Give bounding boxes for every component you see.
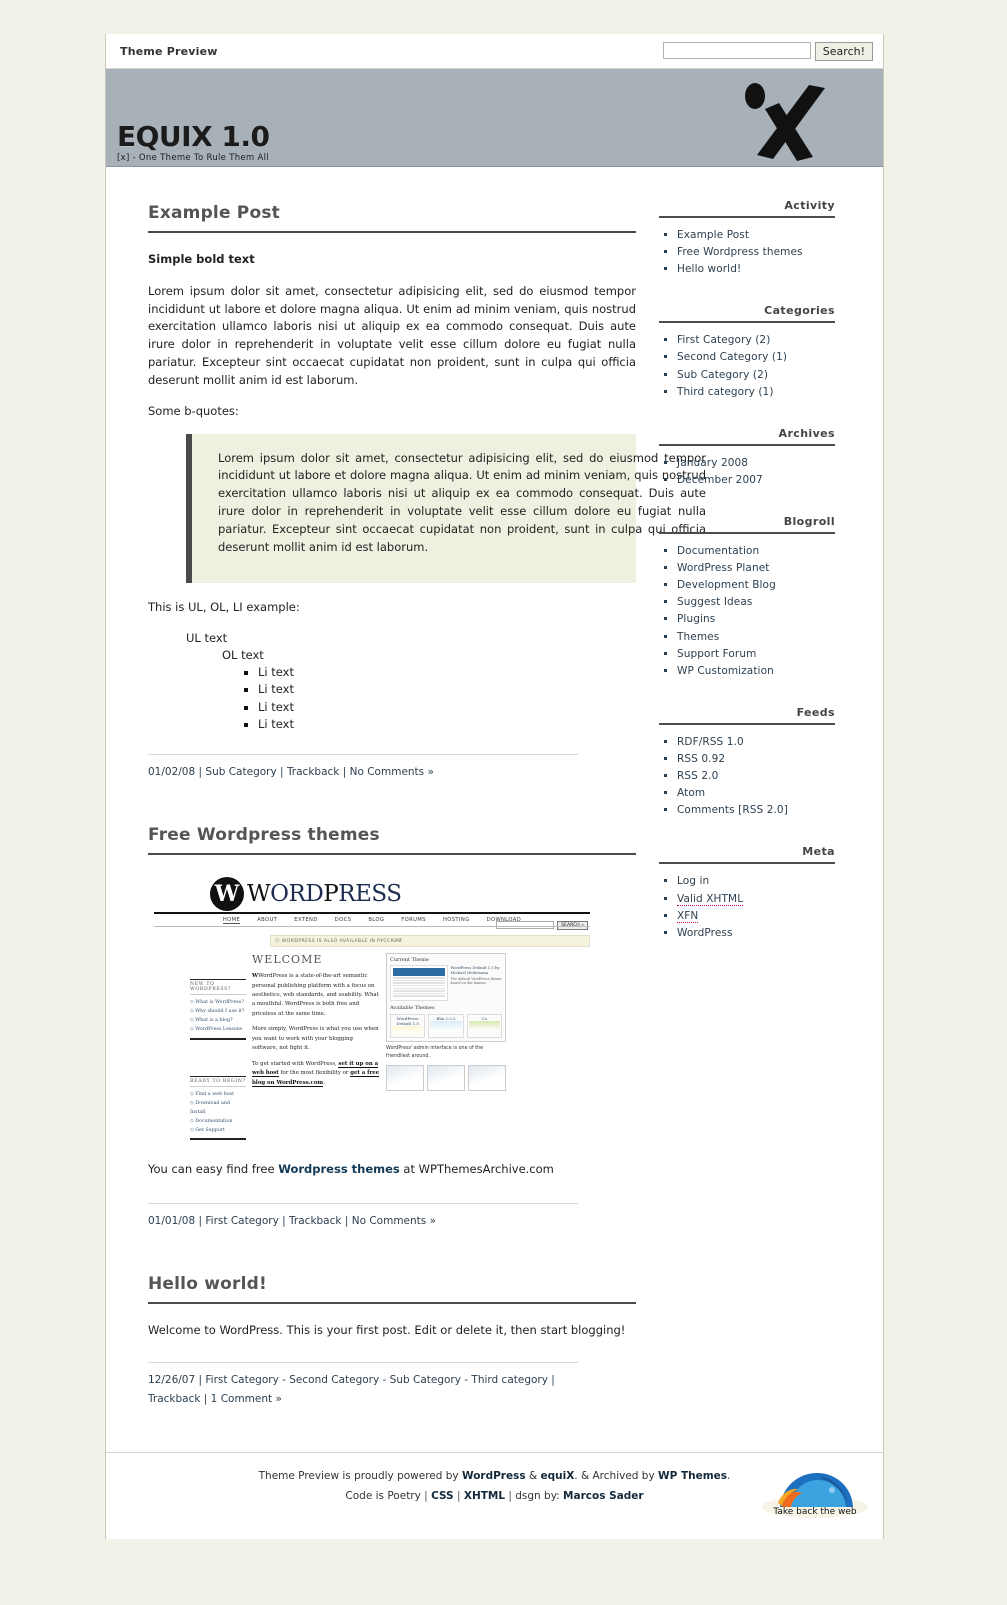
list-item[interactable] xyxy=(677,611,835,628)
post-date: 01/02/08 xyxy=(148,765,196,778)
widget-blogroll xyxy=(659,515,835,680)
list-item[interactable] xyxy=(677,751,835,768)
wp-nav-hosting: HOSTING xyxy=(442,917,470,924)
sidebar-link[interactable]: Documentation xyxy=(677,544,760,557)
title-rule xyxy=(148,853,636,855)
firefox-badge-text: Take back the web xyxy=(773,1506,857,1517)
wp-side-link: ◇ What is WordPress? xyxy=(190,1000,244,1006)
ul-example xyxy=(148,630,651,732)
post-bold-lead: Simple bold text xyxy=(148,252,255,266)
wp-side-link: ◇ WordPress Lessons xyxy=(190,1027,243,1033)
wp-nav-rule-bottom xyxy=(154,926,590,927)
list-item[interactable] xyxy=(677,543,835,560)
wp-theme-name: WordPress Default 1.5 by Michael Heilemann xyxy=(450,965,500,976)
post-paragraph: Welcome to WordPress. This is your first post. Edit or delete it, then start blogging! xyxy=(148,1323,626,1338)
sidebar-link-wordpress[interactable]: WordPress xyxy=(677,926,733,939)
wp-theme-card: Co xyxy=(467,1014,502,1038)
footer-poetry: Code is Poetry xyxy=(345,1489,421,1502)
wp-side-link: ◇ Download and Install xyxy=(190,1100,231,1115)
top-bar xyxy=(106,34,883,69)
wp-side-link: ◇ Find a web host xyxy=(190,1091,235,1097)
search-input[interactable] xyxy=(663,42,811,59)
list-item[interactable] xyxy=(677,891,835,908)
meta-separator: | xyxy=(344,1214,352,1227)
post-category-link[interactable]: First Category - Second Category - Sub Category - Third category xyxy=(205,1374,548,1387)
sidebar-link[interactable]: Example Post xyxy=(677,229,750,241)
wp-bottom-screenshots xyxy=(386,1065,506,1091)
wp-theme-thumb xyxy=(393,968,445,976)
post-meta xyxy=(148,754,578,781)
meta-separator: | xyxy=(453,1489,464,1502)
sidebar-link-valid-xhtml[interactable]: Valid XHTML xyxy=(677,892,744,905)
sidebar-link[interactable]: Themes xyxy=(677,630,720,643)
wp-side-link: ◇ What is a blog? xyxy=(190,1018,233,1024)
sidebar-link[interactable]: Suggest Ideas xyxy=(677,596,753,609)
wp-available-heading: Available Themes xyxy=(390,1004,435,1011)
post-free-wordpress-themes xyxy=(148,825,651,1230)
list-item[interactable] xyxy=(677,261,835,278)
widget-categories xyxy=(659,304,835,400)
wp-admin-panel xyxy=(386,953,506,1140)
wp-intro-2: More simply, WordPress is what you use when you want to work with your blogging software, not fight it. xyxy=(252,1026,379,1052)
footer-pre: Theme Preview is proudly powered by xyxy=(258,1469,462,1482)
site-footer xyxy=(106,1453,883,1539)
caption-post: at WPThemesArchive.com xyxy=(399,1162,554,1177)
ul-item: UL text xyxy=(186,631,228,646)
wp-theme-desc: The default WordPress theme based on the famous xyxy=(450,977,502,986)
firefox-badge[interactable] xyxy=(760,1463,870,1518)
list-item[interactable] xyxy=(677,802,835,819)
wp-panel-heading: Current Theme xyxy=(390,957,429,964)
widget-list xyxy=(659,734,835,820)
widget-archives xyxy=(659,427,835,489)
sidebar-link[interactable]: Hello world! xyxy=(677,263,742,276)
post-blockquote xyxy=(186,434,706,584)
post-date: 12/26/07 xyxy=(148,1374,196,1387)
wp-nav-about: ABOUT xyxy=(257,917,278,924)
post-meta xyxy=(148,1203,578,1230)
sidebar-link[interactable]: First Category (2) xyxy=(677,334,771,347)
footer-css-link[interactable]: CSS xyxy=(431,1489,454,1502)
list-item[interactable] xyxy=(677,734,835,751)
list-item[interactable] xyxy=(677,908,835,925)
sidebar-link[interactable]: Plugins xyxy=(677,613,716,626)
wp-intro-1: WWordPress is a state-of-the-art semantic personal publishing platform with a focus on aesthetics, web standards, and usability. What a mouthful. WordPress is both free and priceless at the same time. xyxy=(252,973,379,1017)
post-comments-link[interactable]: No Comments » xyxy=(349,765,434,778)
sidebar-link[interactable]: RDF/RSS 1.0 xyxy=(677,735,744,748)
widget-title: Archives xyxy=(659,427,835,446)
footer-end: . xyxy=(727,1469,731,1482)
wp-nav-extend: EXTEND xyxy=(294,917,318,924)
post-meta xyxy=(148,1362,578,1408)
wp-wordmark-p: P xyxy=(323,881,339,908)
list-item[interactable] xyxy=(677,577,835,594)
logo-title: EQUIX 1.0 xyxy=(117,120,270,153)
search-form xyxy=(663,42,873,61)
post-trackback-link[interactable]: Trackback xyxy=(148,1392,201,1405)
meta-separator: | xyxy=(280,765,287,778)
footer-author-link[interactable]: Marcos Sader xyxy=(563,1489,644,1502)
meta-separator: | xyxy=(282,1214,290,1227)
sidebar-link[interactable]: RSS 0.92 xyxy=(677,752,726,765)
wp-wordmark xyxy=(247,881,401,907)
wp-side-link: ◇ Documentation xyxy=(190,1118,233,1124)
sidebar-link[interactable]: December 2007 xyxy=(677,473,763,486)
wordpress-logo-icon: W xyxy=(210,877,244,911)
wp-wordmark-ord: ORD xyxy=(270,881,324,908)
meta-separator: | xyxy=(203,1392,211,1405)
list-item[interactable] xyxy=(677,663,835,680)
widget-list xyxy=(659,227,835,278)
widget-feeds xyxy=(659,706,835,820)
wp-nav-forums: FORUMS xyxy=(401,917,426,924)
list-item: ▪ Li text xyxy=(258,664,651,680)
list-item[interactable] xyxy=(677,873,835,890)
wp-intro-3: To get started with WordPress, set it up on a web host for the most flexibility or get a free blog on WordPress.com. xyxy=(252,1060,380,1086)
post-date: 01/01/08 xyxy=(148,1214,196,1227)
wp-bottom-shot xyxy=(386,1065,424,1091)
meta-separator: | xyxy=(198,1214,206,1227)
wp-welcome-heading: WELCOME xyxy=(252,953,323,967)
meta-separator: | xyxy=(420,1489,432,1502)
list-item[interactable] xyxy=(677,629,835,646)
post-category-link[interactable]: Sub Category xyxy=(205,765,277,778)
wp-available-themes xyxy=(390,1014,502,1038)
footer-amp: & xyxy=(525,1469,541,1482)
list-item[interactable] xyxy=(677,646,835,663)
list-intro: This is UL, OL, LI example: xyxy=(148,600,300,615)
widget-meta xyxy=(659,845,835,941)
wp-side-heading-begin: READY TO BEGIN? xyxy=(190,1076,246,1087)
sidebar-link[interactable]: Development Blog xyxy=(677,579,776,592)
wp-bottom-shot xyxy=(468,1065,506,1091)
widget-title: Meta xyxy=(659,845,835,864)
blockquote-intro: Some b-quotes: xyxy=(148,403,239,418)
list-item: ▪ Li text xyxy=(258,681,651,697)
footer-mid: . & Archived by xyxy=(574,1469,659,1482)
wp-sidebar xyxy=(154,953,246,1140)
list-item[interactable] xyxy=(677,367,835,384)
list-item[interactable] xyxy=(677,349,835,366)
equix-x-mark-icon xyxy=(739,83,831,161)
blockquote-text: Lorem ipsum dolor sit amet, consectetur adipisicing elit, sed do eiusmod tempor incididunt ut labore et dolore magna aliqua. Ut enim ad minim veniam, quis nostrud exercitation ullamco laboris nisi ut aliquip ex ea commodo consequat. Duis aute irure dolor in reprehenderit in voluptate velit esse cillum dolore eu fugiat nulla pariatur. Excepteur sint occaecat cupidatat non proident, sunt in culpa qui officia deserunt mollit anim id est laborum. xyxy=(218,450,706,554)
title-rule xyxy=(148,1302,636,1304)
wp-side-heading-new: NEW TO WORDPRESS? xyxy=(190,979,246,995)
list-item: ▪ Li text xyxy=(258,716,651,732)
footer-wpthemes-link[interactable]: WP Themes xyxy=(658,1469,728,1482)
site-title: Theme Preview xyxy=(120,44,218,58)
wp-side-link: ◇ Get Support xyxy=(190,1128,225,1133)
post-hello-world xyxy=(148,1274,651,1408)
post-trackback-link[interactable]: Trackback xyxy=(289,1214,342,1227)
wp-admin-caption: WordPress' admin interface is one of the friendliest around. xyxy=(386,1045,484,1059)
meta-separator: | xyxy=(198,1374,206,1387)
post-comments-link[interactable]: No Comments » xyxy=(351,1214,437,1227)
list-item[interactable] xyxy=(677,244,835,261)
post-paragraph: Lorem ipsum dolor sit amet, consectetur adipisicing elit, sed do eiusmod tempor incididunt ut labore et dolore magna aliqua. Ut enim ad minim veniam, quis nostrud exercitation ullamco laboris nisi ut aliquip ex ea commodo consequat. Duis aute irure dolor in reprehenderit in voluptate velit esse cillum dolore eu fugiat nulla pariatur. Excepteur sint occaecat cupidatat non proident, sunt in culpa qui officia deserunt mollit anim id est laborum. xyxy=(148,283,636,387)
widget-activity xyxy=(659,199,835,278)
meta-separator: | xyxy=(198,765,206,778)
sidebar xyxy=(659,185,849,1442)
sidebar-link-xfn[interactable]: XFN xyxy=(677,909,699,922)
post-trackback-link[interactable]: Trackback xyxy=(286,765,340,778)
list-item: ▪ Li text xyxy=(258,699,651,715)
widget-title: Feeds xyxy=(659,706,835,725)
list-item[interactable] xyxy=(677,768,835,785)
main-columns xyxy=(106,167,883,1442)
list-item[interactable] xyxy=(677,925,835,942)
ol-item: OL text xyxy=(222,648,264,663)
sidebar-link[interactable]: Second Category (1) xyxy=(677,351,788,364)
footer-dsgn-label: dsgn by: xyxy=(515,1489,560,1502)
search-button[interactable]: Search! xyxy=(815,42,873,61)
wp-bottom-shot xyxy=(427,1065,465,1091)
list-item[interactable] xyxy=(677,332,835,349)
post-caption xyxy=(148,1161,636,1179)
sidebar-link[interactable]: RSS 2.0 xyxy=(677,770,719,783)
widget-title: Activity xyxy=(659,199,835,218)
list-item[interactable] xyxy=(677,594,835,611)
sidebar-link[interactable]: Support Forum xyxy=(677,647,757,660)
widget-list xyxy=(659,455,835,489)
embedded-wordpress-screenshot xyxy=(148,873,596,1145)
wp-wordmark-w: W xyxy=(247,881,271,908)
wp-columns xyxy=(148,947,596,1140)
sidebar-link[interactable]: Sub Category (2) xyxy=(677,368,769,381)
wp-side-link: ◇ Why should I use it? xyxy=(190,1009,245,1015)
post-title[interactable]: Free Wordpress themes xyxy=(148,825,380,846)
post-comments-link[interactable]: 1 Comment » xyxy=(210,1392,282,1405)
wp-search-button: SEARCH » xyxy=(557,921,588,930)
list-example xyxy=(148,630,651,732)
footer-xhtml-link[interactable]: XHTML xyxy=(463,1489,506,1502)
wp-theme-card: Blix 2.0.3 xyxy=(428,1014,463,1038)
meta-separator: | xyxy=(551,1374,555,1387)
wp-shot-header xyxy=(148,873,596,924)
wp-nav-home: HOME xyxy=(222,917,241,924)
sidebar-link[interactable]: Atom xyxy=(677,787,706,800)
wp-current-theme-panel xyxy=(386,953,506,1042)
widget-title: Blogroll xyxy=(659,515,835,534)
sidebar-link[interactable]: January 2008 xyxy=(677,456,749,469)
widget-list xyxy=(659,873,835,941)
list-item[interactable] xyxy=(677,227,835,244)
ol-example xyxy=(186,647,651,731)
wp-theme-card: WordPress Default 1.5 xyxy=(390,1014,425,1038)
caption-link[interactable]: Wordpress themes xyxy=(278,1162,400,1177)
wp-russian-notice: Ⓖ WORDPRESS IS ALSO AVAILABLE IN РУССКИЙ xyxy=(270,935,590,947)
sidebar-link[interactable]: WP Customization xyxy=(677,664,774,677)
theme-preview-page xyxy=(105,34,884,1539)
post-title[interactable]: Example Post xyxy=(148,203,280,223)
widget-list xyxy=(659,332,835,400)
wp-nav xyxy=(148,914,596,926)
sidebar-link[interactable]: Third category (1) xyxy=(677,385,774,398)
wp-nav-download: DOWNLOAD xyxy=(486,917,522,924)
post-title[interactable]: Hello world! xyxy=(148,1274,267,1295)
sidebar-link-login[interactable]: Log in xyxy=(677,875,710,888)
widget-title: Categories xyxy=(659,304,835,323)
sidebar-link[interactable]: Comments [RSS 2.0] xyxy=(677,804,788,817)
site-banner xyxy=(106,69,883,167)
wp-logo xyxy=(148,873,596,911)
logo-tagline: [x] - One Theme To Rule Them All xyxy=(117,153,269,163)
widget-list xyxy=(659,543,835,680)
list-item[interactable] xyxy=(677,384,835,401)
wp-wordmark-ress: RESS xyxy=(338,881,402,908)
footer-wordpress-link[interactable]: WordPress xyxy=(461,1469,526,1482)
list-item[interactable] xyxy=(677,472,835,489)
footer-equix-link[interactable]: equiX xyxy=(540,1469,575,1482)
site-logo[interactable] xyxy=(117,120,270,163)
caption-pre: You can easy find free xyxy=(148,1162,279,1177)
post-category-link[interactable]: First Category xyxy=(205,1214,279,1227)
wp-main-text xyxy=(252,953,380,1140)
meta-separator: | xyxy=(505,1489,516,1502)
sidebar-link[interactable]: WordPress Planet xyxy=(677,562,770,575)
sidebar-link[interactable]: Free Wordpress themes xyxy=(677,246,803,259)
list-item[interactable] xyxy=(677,560,835,577)
meta-separator: | xyxy=(342,765,350,778)
wp-side-rule xyxy=(190,1138,246,1140)
li-example xyxy=(222,664,651,731)
list-item[interactable] xyxy=(677,455,835,472)
wp-nav-docs: DOCS xyxy=(334,917,352,924)
list-item[interactable] xyxy=(677,785,835,802)
title-rule xyxy=(148,231,636,233)
wp-nav-blog: BLOG xyxy=(368,917,385,924)
